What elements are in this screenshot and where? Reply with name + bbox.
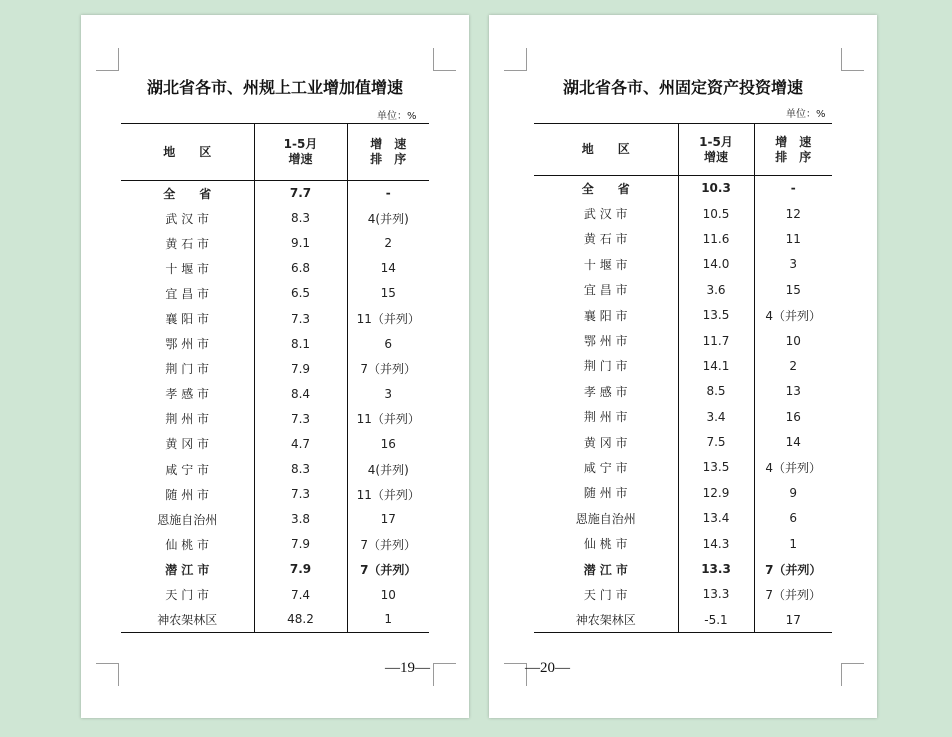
growth-cell: 8.4 [254,381,347,406]
growth-cell: 10.5 [678,201,754,226]
rank-cell: 1 [347,607,429,632]
table-row [534,429,832,454]
table-row [534,531,832,556]
table-row [121,406,429,431]
rank-cell: 3 [754,252,832,277]
growth-cell: 7.3 [254,406,347,431]
rank-cell: 14 [754,429,832,454]
growth-cell: 13.4 [678,506,754,531]
region-cell: 武 汉 市 [583,207,628,222]
rank-header-line2: 排 序 [775,149,812,164]
table-row [121,507,429,532]
table-row [121,281,429,306]
table-row [121,381,429,406]
growth-cell: 11.6 [678,226,754,251]
region-cell: 恩施自治州 [575,511,636,526]
growth-cell: 7.5 [678,429,754,454]
page-number: —19— [385,660,430,676]
table-row [121,607,429,632]
rank-cell: 13 [754,379,832,404]
growth-cell: 9.1 [254,231,347,256]
region-cell: 咸 宁 市 [165,462,210,477]
region-cell: 鄂 州 市 [583,334,628,349]
growth-cell: 7.3 [254,306,347,331]
growth-cell: 7.9 [254,356,347,381]
rank-cell: 11（并列） [347,406,429,431]
region-cell: 荆 州 市 [165,412,210,427]
rank-cell: 6 [754,506,832,531]
growth-cell: 8.5 [678,379,754,404]
rank-cell: 6 [347,331,429,356]
region-cell: 潜 江 市 [583,562,628,577]
rank-cell: 3 [347,381,429,406]
growth-cell: 13.3 [678,582,754,607]
crop-mark-top-right [841,48,864,71]
crop-mark-bottom-right [841,663,864,686]
table-row [121,231,429,256]
unit-label: 单位：% [786,109,826,120]
growth-cell: 7.9 [254,557,347,582]
rank-header-line1: 增 速 [775,134,812,149]
crop-mark-top-right [433,48,456,71]
growth-cell: 4.7 [254,431,347,456]
rank-cell: 4（并列） [754,302,832,327]
rank-cell: - [347,181,429,206]
table-row [534,201,832,226]
table-header-row [121,124,429,181]
table-row [534,556,832,581]
table-row [534,582,832,607]
region-cell: 荆 门 市 [165,362,210,377]
region-cell: 天 门 市 [165,588,210,603]
page-number: —20— [525,660,570,676]
growth-cell: 8.3 [254,457,347,482]
table-row [121,482,429,507]
table-row [534,480,832,505]
rank-header-line2: 排 序 [370,152,407,166]
growth-cell: 8.1 [254,331,347,356]
table-row [534,379,832,404]
growth-cell: 14.0 [678,252,754,277]
rank-cell: 11（并列） [347,482,429,507]
region-cell: 黄 石 市 [165,236,210,251]
region-cell: 全 省 [163,186,212,201]
region-cell: 黄 冈 市 [583,435,628,450]
growth-cell: 14.1 [678,353,754,378]
table-row [534,176,832,201]
region-cell: 襄 阳 市 [165,312,210,327]
rank-cell: 10 [754,328,832,353]
region-cell: 神农架林区 [121,607,254,632]
growth-header-line2: 增速 [703,149,728,164]
crop-mark-top-left [504,48,527,71]
growth-cell: 10.3 [678,176,754,201]
rank-cell: 15 [754,277,832,302]
rank-cell: 17 [754,607,832,632]
rank-cell: - [754,176,832,201]
rank-cell: 2 [347,231,429,256]
rank-header [754,124,832,176]
growth-header-line2: 增速 [288,152,313,166]
rank-header [347,124,429,181]
industrial-growth-table [121,123,429,633]
region-cell: 天 门 市 [583,587,628,602]
region-cell: 随 州 市 [583,486,628,501]
rank-cell: 11（并列） [347,306,429,331]
rank-cell: 9 [754,480,832,505]
table-row [534,328,832,353]
region-header: 地 区 [121,124,254,181]
rank-cell: 14 [347,256,429,281]
table-row [534,455,832,480]
region-cell: 十 堰 市 [583,257,628,272]
table-row [121,582,429,607]
table-title: 湖北省各市、州规上工业增加值增速 [146,78,403,97]
region-cell: 全 省 [581,181,630,196]
table-row [121,431,429,456]
table-row [534,506,832,531]
table-row [121,306,429,331]
rank-cell: 4(并列) [347,457,429,482]
growth-cell: 6.5 [254,281,347,306]
table-row [534,226,832,251]
table-row [534,277,832,302]
rank-cell: 12 [754,201,832,226]
region-cell: 随 州 市 [165,487,210,502]
rank-cell: 7（并列） [347,532,429,557]
table-title: 湖北省各市、州固定资产投资增速 [562,78,803,97]
rank-cell: 4（并列） [754,455,832,480]
rank-cell: 16 [754,404,832,429]
table-header-row [534,124,832,176]
region-cell: 黄 石 市 [583,232,628,247]
region-cell: 神农架林区 [534,607,678,632]
rank-header-line1: 增 速 [370,137,407,151]
growth-cell: 13.5 [678,455,754,480]
table-row [534,607,832,632]
table-row [534,302,832,327]
region-cell: 十 堰 市 [165,261,210,276]
growth-header [678,124,754,176]
table-row [121,356,429,381]
growth-header-line1: 1-5月 [699,134,733,149]
crop-mark-top-left [96,48,119,71]
growth-cell: 7.7 [254,181,347,206]
table-row [121,457,429,482]
crop-mark-bottom-left [504,663,527,686]
growth-cell: 3.8 [254,507,347,532]
rank-cell: 4(并列) [347,206,429,231]
growth-header-line1: 1-5月 [283,137,318,151]
fixed-asset-investment-table [534,123,832,633]
region-cell: 咸 宁 市 [583,460,628,475]
table-row [121,206,429,231]
growth-cell: 7.9 [254,532,347,557]
document-page-20 [489,15,877,718]
region-header: 地 区 [534,124,678,176]
rank-cell: 7（并列） [347,356,429,381]
region-cell: 荆 州 市 [583,410,628,425]
region-cell: 鄂 州 市 [165,337,210,352]
region-cell: 恩施自治州 [157,512,218,527]
region-cell: 荆 门 市 [583,359,628,374]
document-page-19 [81,15,469,718]
rank-cell: 15 [347,281,429,306]
region-cell: 孝 感 市 [583,384,628,399]
growth-cell: 7.4 [254,582,347,607]
growth-cell: 12.9 [678,480,754,505]
growth-cell: 3.6 [678,277,754,302]
rank-cell: 2 [754,353,832,378]
growth-cell: 3.4 [678,404,754,429]
growth-header [254,124,347,181]
growth-cell: 11.7 [678,328,754,353]
table-row [121,532,429,557]
region-cell: 武 汉 市 [165,211,210,226]
table-row [121,181,429,206]
rank-cell: 10 [347,582,429,607]
region-cell: 潜 江 市 [165,562,210,577]
growth-cell: -5.1 [678,607,754,632]
growth-cell: 14.3 [678,531,754,556]
table-row [534,353,832,378]
table-row [121,331,429,356]
unit-label: 单位：% [377,111,417,122]
crop-mark-bottom-left [96,663,119,686]
table-row [534,252,832,277]
growth-cell: 6.8 [254,256,347,281]
growth-cell: 7.3 [254,482,347,507]
rank-cell: 16 [347,431,429,456]
table-row [121,557,429,582]
table-row [121,256,429,281]
region-cell: 襄 阳 市 [583,308,628,323]
rank-cell: 7（并列） [347,557,429,582]
rank-cell: 11 [754,226,832,251]
region-cell: 宜 昌 市 [165,286,210,301]
region-cell: 黄 冈 市 [165,437,210,452]
growth-cell: 8.3 [254,206,347,231]
crop-mark-bottom-right [433,663,456,686]
region-cell: 孝 感 市 [165,387,210,402]
growth-cell: 13.5 [678,302,754,327]
rank-cell: 1 [754,531,832,556]
rank-cell: 7（并列） [754,582,832,607]
region-cell: 宜 昌 市 [583,283,628,298]
rank-cell: 7（并列） [754,556,832,581]
table-row [534,404,832,429]
rank-cell: 17 [347,507,429,532]
region-cell: 仙 桃 市 [165,537,210,552]
growth-cell: 48.2 [254,607,347,632]
region-cell: 仙 桃 市 [583,537,628,552]
growth-cell: 13.3 [678,556,754,581]
